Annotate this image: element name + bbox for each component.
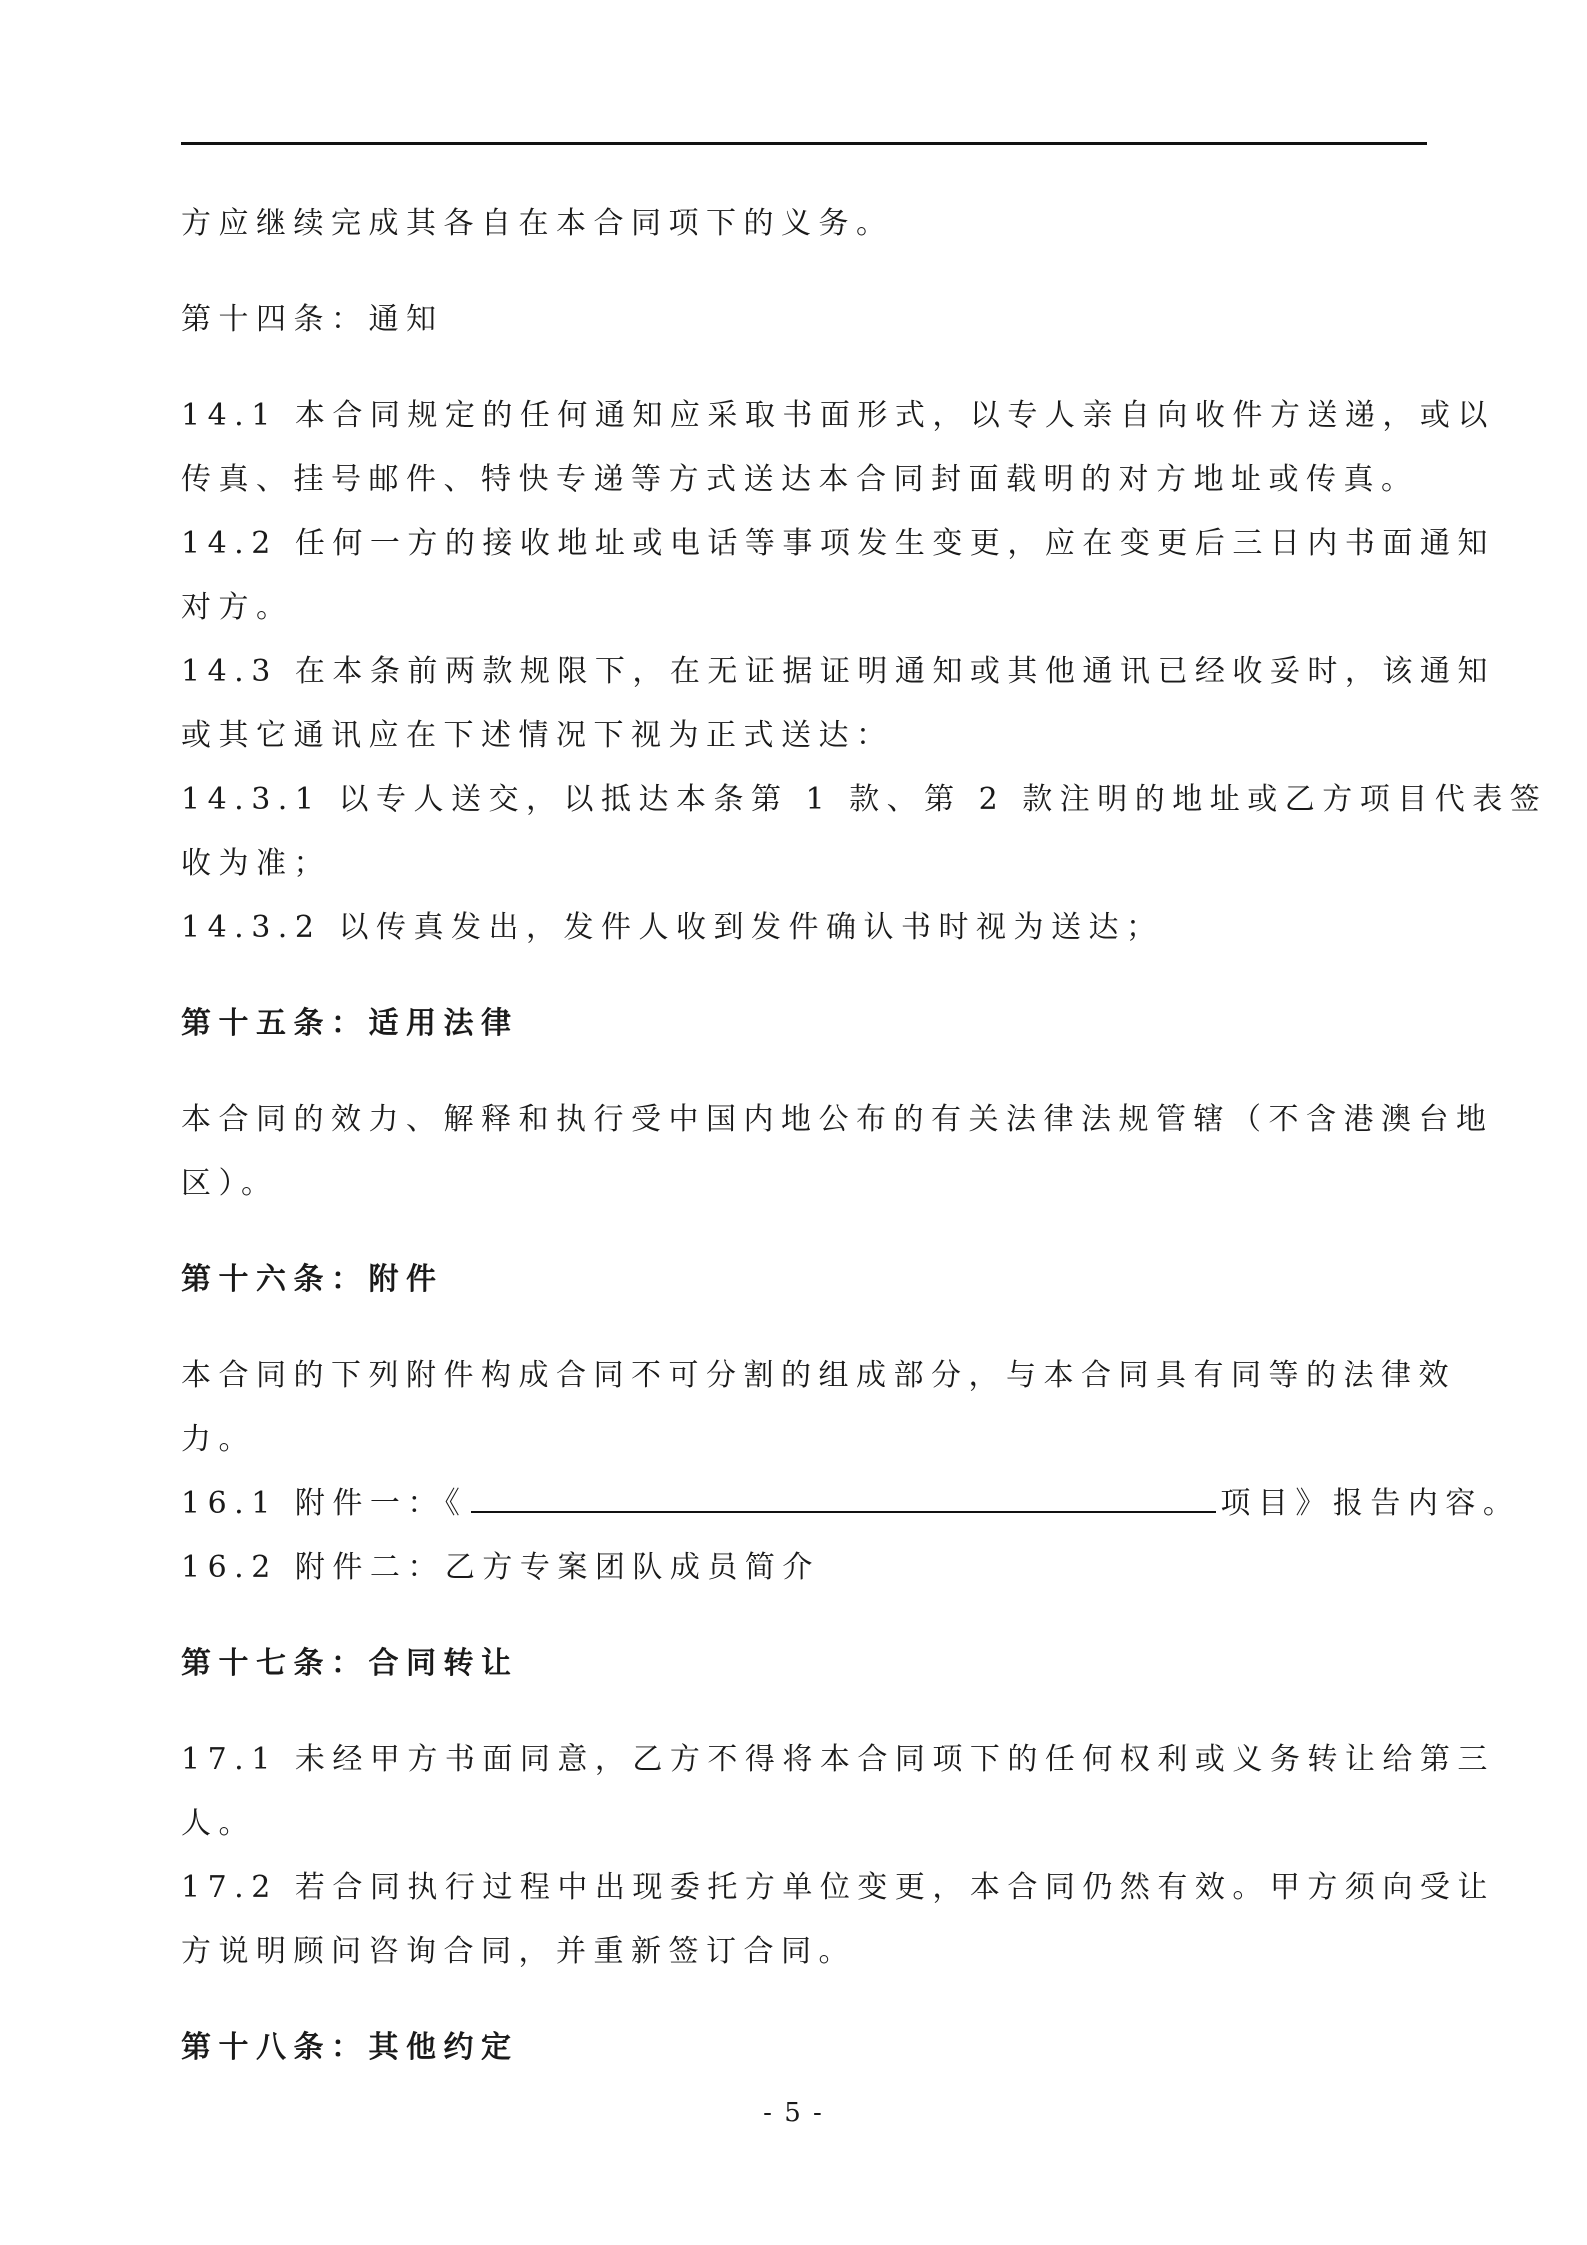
- section-17-title: 第十七条：合同转让: [181, 1646, 519, 1681]
- section-18-title: 第十八条：其他约定: [181, 2030, 519, 2065]
- page-number: - 5 -: [763, 2098, 824, 2128]
- clause-14-3-2: 14.3.2 以传真发出，发件人收到发件确认书时视为送达；: [181, 910, 1164, 945]
- clause-17-2-line-2: 方说明顾问咨询合同，并重新签订合同。: [181, 1934, 856, 1969]
- clause-17-1-line-1: 17.1 未经甲方书面同意，乙方不得将本合同项下的任何权利或义务转让给第三: [181, 1742, 1495, 1777]
- project-name-blank: [471, 1485, 1216, 1513]
- paragraph-line: 方应继续完成其各自在本合同项下的义务。: [181, 206, 894, 241]
- section-15-title: 第十五条：适用法律: [181, 1006, 519, 1041]
- clause-16-1-suffix: 项目》报告内容。: [1220, 1486, 1521, 1521]
- clause-14-3-line-2: 或其它通讯应在下述情况下视为正式送达：: [181, 718, 894, 753]
- section-16-title: 第十六条：附件: [181, 1262, 444, 1297]
- section-14-title: 第十四条：通知: [181, 302, 444, 337]
- clause-17-2-line-1: 17.2 若合同执行过程中出现委托方单位变更，本合同仍然有效。甲方须向受让: [181, 1870, 1495, 1905]
- clause-16-1: [181, 1472, 1521, 1536]
- header-rule: [181, 142, 1427, 145]
- clause-16-1-prefix: 16.1 附件一：《: [181, 1486, 468, 1521]
- section-16-line-1: 本合同的下列附件构成合同不可分割的组成部分，与本合同具有同等的法律效: [181, 1358, 1456, 1393]
- clause-14-1-line-2: 传真、挂号邮件、特快专递等方式送达本合同封面载明的对方地址或传真。: [181, 462, 1419, 497]
- clause-17-1-line-2: 人。: [181, 1806, 256, 1841]
- clause-14-2-line-1: 14.2 任何一方的接收地址或电话等事项发生变更，应在变更后三日内书面通知: [181, 526, 1495, 561]
- clause-14-3-line-1: 14.3 在本条前两款规限下，在无证据证明通知或其他通讯已经收妥时，该通知: [181, 654, 1495, 689]
- clause-14-3-1-line-1: 14.3.1 以专人送交，以抵达本条第 1 款、第 2 款注明的地址或乙方项目代表签: [181, 782, 1548, 817]
- document-body: [181, 192, 1548, 2080]
- section-16-line-2: 力。: [181, 1422, 256, 1457]
- clause-14-2-line-2: 对方。: [181, 590, 294, 625]
- section-15-line-2: 区）。: [181, 1166, 279, 1201]
- clause-14-3-1-line-2: 收为准；: [181, 846, 331, 881]
- clause-14-1-line-1: 14.1 本合同规定的任何通知应采取书面形式，以专人亲自向收件方送递，或以: [181, 398, 1495, 433]
- clause-16-2: 16.2 附件二：乙方专案团队成员简介: [181, 1550, 820, 1585]
- section-15-line-1: 本合同的效力、解释和执行受中国内地公布的有关法律法规管辖（不含港澳台地: [181, 1102, 1494, 1137]
